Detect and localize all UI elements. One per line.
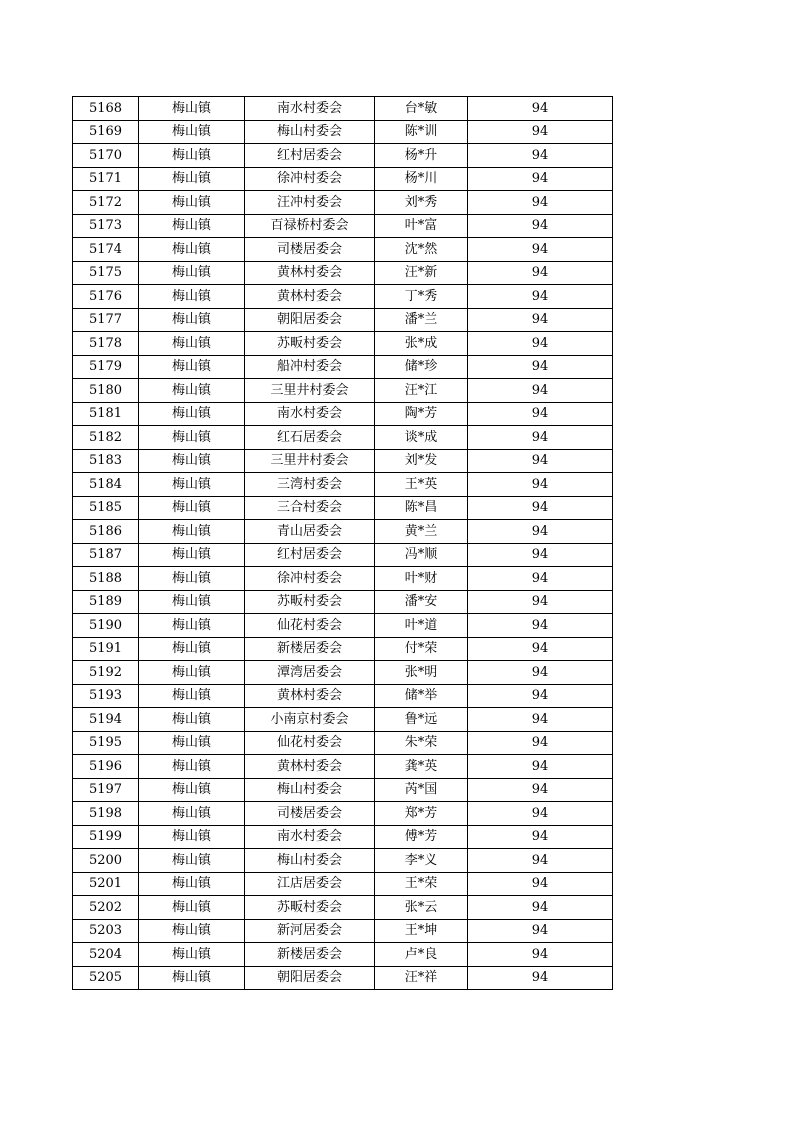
table-row	[73, 97, 613, 121]
table-row	[73, 637, 613, 661]
record-number-cell: 5195	[73, 731, 139, 755]
table-row	[73, 214, 613, 238]
value-cell: 94	[468, 802, 613, 826]
person-name-cell: 谈*成	[375, 426, 468, 450]
person-name-cell: 鲁*远	[375, 708, 468, 732]
committee-cell: 南水村委会	[245, 97, 375, 121]
table-row	[73, 261, 613, 285]
town-cell: 梅山镇	[139, 308, 245, 332]
value-cell: 94	[468, 637, 613, 661]
value-cell: 94	[468, 966, 613, 990]
value-cell: 94	[468, 943, 613, 967]
value-cell: 94	[468, 731, 613, 755]
person-name-cell: 王*荣	[375, 872, 468, 896]
table-row	[73, 684, 613, 708]
committee-cell: 司楼居委会	[245, 802, 375, 826]
person-name-cell: 丁*秀	[375, 285, 468, 309]
town-cell: 梅山镇	[139, 144, 245, 168]
town-cell: 梅山镇	[139, 355, 245, 379]
town-cell: 梅山镇	[139, 896, 245, 920]
table-row	[73, 144, 613, 168]
committee-cell: 红村居委会	[245, 144, 375, 168]
committee-cell: 黄林村委会	[245, 755, 375, 779]
person-name-cell: 汪*祥	[375, 966, 468, 990]
record-number-cell: 5172	[73, 191, 139, 215]
town-cell: 梅山镇	[139, 731, 245, 755]
person-name-cell: 黄*兰	[375, 520, 468, 544]
table-row	[73, 943, 613, 967]
person-name-cell: 陈*昌	[375, 496, 468, 520]
table-row	[73, 120, 613, 144]
table-row	[73, 708, 613, 732]
record-number-cell: 5201	[73, 872, 139, 896]
record-number-cell: 5187	[73, 543, 139, 567]
value-cell: 94	[468, 543, 613, 567]
record-number-cell: 5177	[73, 308, 139, 332]
person-name-cell: 朱*荣	[375, 731, 468, 755]
committee-cell: 司楼居委会	[245, 238, 375, 262]
table-row	[73, 614, 613, 638]
town-cell: 梅山镇	[139, 238, 245, 262]
value-cell: 94	[468, 426, 613, 450]
record-number-cell: 5173	[73, 214, 139, 238]
town-cell: 梅山镇	[139, 426, 245, 450]
table-row	[73, 379, 613, 403]
record-number-cell: 5180	[73, 379, 139, 403]
value-cell: 94	[468, 355, 613, 379]
town-cell: 梅山镇	[139, 708, 245, 732]
committee-cell: 三湾村委会	[245, 473, 375, 497]
value-cell: 94	[468, 567, 613, 591]
committee-cell: 三里井村委会	[245, 449, 375, 473]
value-cell: 94	[468, 825, 613, 849]
person-name-cell: 叶*道	[375, 614, 468, 638]
value-cell: 94	[468, 191, 613, 215]
committee-cell: 新楼居委会	[245, 637, 375, 661]
town-cell: 梅山镇	[139, 332, 245, 356]
record-number-cell: 5199	[73, 825, 139, 849]
table-row	[73, 449, 613, 473]
table-row	[73, 755, 613, 779]
record-number-cell: 5200	[73, 849, 139, 873]
committee-cell: 船冲村委会	[245, 355, 375, 379]
town-cell: 梅山镇	[139, 379, 245, 403]
committee-cell: 南水村委会	[245, 402, 375, 426]
table-row	[73, 520, 613, 544]
person-name-cell: 陈*训	[375, 120, 468, 144]
town-cell: 梅山镇	[139, 966, 245, 990]
town-cell: 梅山镇	[139, 520, 245, 544]
town-cell: 梅山镇	[139, 120, 245, 144]
committee-cell: 黄林村委会	[245, 261, 375, 285]
table-row	[73, 872, 613, 896]
committee-cell: 黄林村委会	[245, 684, 375, 708]
person-name-cell: 汪*江	[375, 379, 468, 403]
person-name-cell: 龚*英	[375, 755, 468, 779]
table-row	[73, 332, 613, 356]
table-row	[73, 355, 613, 379]
person-name-cell: 沈*然	[375, 238, 468, 262]
person-name-cell: 杨*升	[375, 144, 468, 168]
table-row	[73, 567, 613, 591]
person-name-cell: 傅*芳	[375, 825, 468, 849]
record-number-cell: 5205	[73, 966, 139, 990]
committee-cell: 苏畈村委会	[245, 896, 375, 920]
record-number-cell: 5203	[73, 919, 139, 943]
town-cell: 梅山镇	[139, 496, 245, 520]
person-name-cell: 王*英	[375, 473, 468, 497]
value-cell: 94	[468, 261, 613, 285]
value-cell: 94	[468, 120, 613, 144]
town-cell: 梅山镇	[139, 214, 245, 238]
value-cell: 94	[468, 778, 613, 802]
value-cell: 94	[468, 332, 613, 356]
person-name-cell: 储*珍	[375, 355, 468, 379]
town-cell: 梅山镇	[139, 167, 245, 191]
committee-cell: 南水村委会	[245, 825, 375, 849]
record-number-cell: 5179	[73, 355, 139, 379]
record-number-cell: 5184	[73, 473, 139, 497]
value-cell: 94	[468, 661, 613, 685]
table-row	[73, 802, 613, 826]
value-cell: 94	[468, 379, 613, 403]
table-row	[73, 778, 613, 802]
record-number-cell: 5171	[73, 167, 139, 191]
record-number-cell: 5191	[73, 637, 139, 661]
town-cell: 梅山镇	[139, 285, 245, 309]
person-name-cell: 卢*良	[375, 943, 468, 967]
person-name-cell: 王*坤	[375, 919, 468, 943]
value-cell: 94	[468, 849, 613, 873]
record-number-cell: 5170	[73, 144, 139, 168]
person-name-cell: 陶*芳	[375, 402, 468, 426]
table-row	[73, 191, 613, 215]
record-number-cell: 5168	[73, 97, 139, 121]
committee-cell: 小南京村委会	[245, 708, 375, 732]
person-name-cell: 芮*国	[375, 778, 468, 802]
person-name-cell: 付*荣	[375, 637, 468, 661]
town-cell: 梅山镇	[139, 261, 245, 285]
value-cell: 94	[468, 496, 613, 520]
table-row	[73, 896, 613, 920]
committee-cell: 梅山村委会	[245, 778, 375, 802]
committee-cell: 红村居委会	[245, 543, 375, 567]
committee-cell: 仙花村委会	[245, 731, 375, 755]
person-name-cell: 潘*安	[375, 590, 468, 614]
table-row	[73, 825, 613, 849]
value-cell: 94	[468, 449, 613, 473]
value-cell: 94	[468, 144, 613, 168]
town-cell: 梅山镇	[139, 872, 245, 896]
value-cell: 94	[468, 238, 613, 262]
town-cell: 梅山镇	[139, 849, 245, 873]
town-cell: 梅山镇	[139, 97, 245, 121]
committee-cell: 新楼居委会	[245, 943, 375, 967]
committee-cell: 苏畈村委会	[245, 332, 375, 356]
town-cell: 梅山镇	[139, 473, 245, 497]
committee-cell: 朝阳居委会	[245, 966, 375, 990]
value-cell: 94	[468, 167, 613, 191]
value-cell: 94	[468, 308, 613, 332]
record-number-cell: 5204	[73, 943, 139, 967]
record-number-cell: 5198	[73, 802, 139, 826]
town-cell: 梅山镇	[139, 567, 245, 591]
record-number-cell: 5188	[73, 567, 139, 591]
value-cell: 94	[468, 97, 613, 121]
record-number-cell: 5185	[73, 496, 139, 520]
roster-table-body	[73, 97, 613, 990]
town-cell: 梅山镇	[139, 449, 245, 473]
person-name-cell: 潘*兰	[375, 308, 468, 332]
record-number-cell: 5193	[73, 684, 139, 708]
record-number-cell: 5189	[73, 590, 139, 614]
value-cell: 94	[468, 285, 613, 309]
committee-cell: 三合村委会	[245, 496, 375, 520]
person-name-cell: 储*举	[375, 684, 468, 708]
committee-cell: 徐冲村委会	[245, 167, 375, 191]
town-cell: 梅山镇	[139, 755, 245, 779]
committee-cell: 梅山村委会	[245, 849, 375, 873]
record-number-cell: 5175	[73, 261, 139, 285]
person-name-cell: 台*敏	[375, 97, 468, 121]
record-number-cell: 5174	[73, 238, 139, 262]
person-name-cell: 刘*秀	[375, 191, 468, 215]
table-row	[73, 966, 613, 990]
committee-cell: 黄林村委会	[245, 285, 375, 309]
record-number-cell: 5182	[73, 426, 139, 450]
table-row	[73, 238, 613, 262]
person-name-cell: 汪*新	[375, 261, 468, 285]
person-name-cell: 叶*富	[375, 214, 468, 238]
table-row	[73, 402, 613, 426]
value-cell: 94	[468, 614, 613, 638]
person-name-cell: 李*义	[375, 849, 468, 873]
committee-cell: 徐冲村委会	[245, 567, 375, 591]
table-row	[73, 496, 613, 520]
committee-cell: 青山居委会	[245, 520, 375, 544]
person-name-cell: 杨*川	[375, 167, 468, 191]
person-name-cell: 张*成	[375, 332, 468, 356]
table-row	[73, 661, 613, 685]
table-row	[73, 426, 613, 450]
table-row	[73, 308, 613, 332]
town-cell: 梅山镇	[139, 919, 245, 943]
town-cell: 梅山镇	[139, 802, 245, 826]
committee-cell: 红石居委会	[245, 426, 375, 450]
committee-cell: 潭湾居委会	[245, 661, 375, 685]
record-number-cell: 5183	[73, 449, 139, 473]
town-cell: 梅山镇	[139, 191, 245, 215]
table-row	[73, 919, 613, 943]
person-name-cell: 张*明	[375, 661, 468, 685]
town-cell: 梅山镇	[139, 637, 245, 661]
record-number-cell: 5178	[73, 332, 139, 356]
town-cell: 梅山镇	[139, 943, 245, 967]
town-cell: 梅山镇	[139, 614, 245, 638]
town-cell: 梅山镇	[139, 402, 245, 426]
person-name-cell: 刘*发	[375, 449, 468, 473]
value-cell: 94	[468, 520, 613, 544]
record-number-cell: 5202	[73, 896, 139, 920]
town-cell: 梅山镇	[139, 778, 245, 802]
roster-table	[72, 96, 613, 990]
record-number-cell: 5176	[73, 285, 139, 309]
value-cell: 94	[468, 872, 613, 896]
committee-cell: 汪冲村委会	[245, 191, 375, 215]
town-cell: 梅山镇	[139, 684, 245, 708]
table-row	[73, 731, 613, 755]
person-name-cell: 叶*财	[375, 567, 468, 591]
committee-cell: 百禄桥村委会	[245, 214, 375, 238]
committee-cell: 三里井村委会	[245, 379, 375, 403]
person-name-cell: 冯*顺	[375, 543, 468, 567]
record-number-cell: 5190	[73, 614, 139, 638]
committee-cell: 江店居委会	[245, 872, 375, 896]
value-cell: 94	[468, 402, 613, 426]
committee-cell: 梅山村委会	[245, 120, 375, 144]
table-row	[73, 849, 613, 873]
record-number-cell: 5186	[73, 520, 139, 544]
value-cell: 94	[468, 590, 613, 614]
record-number-cell: 5192	[73, 661, 139, 685]
person-name-cell: 郑*芳	[375, 802, 468, 826]
committee-cell: 朝阳居委会	[245, 308, 375, 332]
value-cell: 94	[468, 896, 613, 920]
table-row	[73, 167, 613, 191]
value-cell: 94	[468, 473, 613, 497]
value-cell: 94	[468, 708, 613, 732]
committee-cell: 仙花村委会	[245, 614, 375, 638]
value-cell: 94	[468, 684, 613, 708]
town-cell: 梅山镇	[139, 543, 245, 567]
table-row	[73, 543, 613, 567]
town-cell: 梅山镇	[139, 661, 245, 685]
record-number-cell: 5181	[73, 402, 139, 426]
table-row	[73, 590, 613, 614]
committee-cell: 新河居委会	[245, 919, 375, 943]
table-row	[73, 285, 613, 309]
town-cell: 梅山镇	[139, 825, 245, 849]
record-number-cell: 5194	[73, 708, 139, 732]
record-number-cell: 5169	[73, 120, 139, 144]
value-cell: 94	[468, 214, 613, 238]
committee-cell: 苏畈村委会	[245, 590, 375, 614]
record-number-cell: 5197	[73, 778, 139, 802]
town-cell: 梅山镇	[139, 590, 245, 614]
person-name-cell: 张*云	[375, 896, 468, 920]
value-cell: 94	[468, 755, 613, 779]
table-row	[73, 473, 613, 497]
record-number-cell: 5196	[73, 755, 139, 779]
value-cell: 94	[468, 919, 613, 943]
